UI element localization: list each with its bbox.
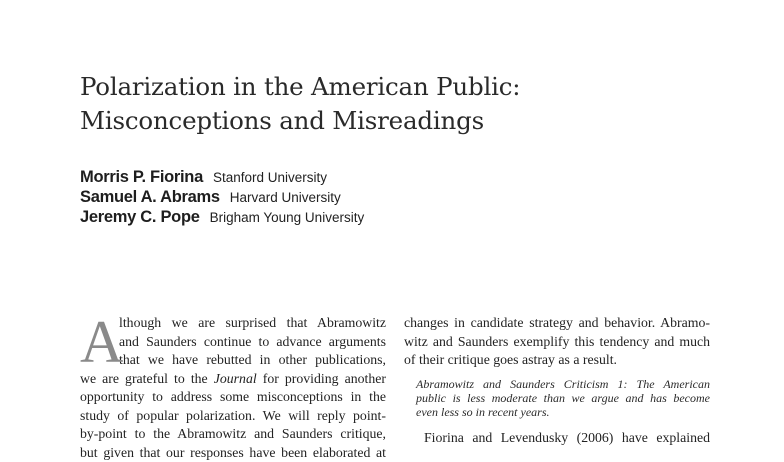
author-entry — [80, 168, 364, 188]
body-line: opportunity to address some misconceptions in the — [80, 388, 386, 407]
body-line: by-point to the Abramowitz and Saunders critique, — [80, 425, 386, 444]
author-name: Morris P. Fiorina — [80, 168, 203, 187]
drop-cap: A — [80, 316, 123, 368]
author-list — [80, 168, 364, 228]
author-name: Jeremy C. Pope — [80, 208, 200, 227]
criticism-line: public is less moderate than we argue and has become — [416, 391, 710, 405]
journal-name: Journal — [214, 371, 257, 386]
body-line: witz and Saunders exemplify this tendency and much — [404, 333, 710, 352]
paragraph — [404, 429, 710, 448]
body-line: study of popular polarization. We will reply point- — [80, 407, 386, 426]
left-column — [80, 314, 386, 462]
author-entry — [80, 208, 364, 228]
body-line: but given that our responses have been elaborated at — [80, 444, 386, 462]
author-affiliation: Brigham Young University — [210, 210, 365, 225]
criticism-heading — [416, 377, 710, 419]
body-line: changes in candidate strategy and behavior. Abramo- — [404, 314, 710, 333]
author-affiliation: Stanford University — [213, 170, 327, 185]
right-column — [404, 314, 710, 447]
body-line: and Saunders continue to advance arguments — [80, 333, 386, 352]
body-line: we are grateful to the Journal for providing another — [80, 370, 386, 389]
article-title — [80, 70, 520, 138]
body-line: of their critique goes astray as a result. — [404, 351, 710, 370]
title-line-1: Polarization in the American Public: — [80, 70, 520, 104]
author-affiliation: Harvard University — [230, 190, 341, 205]
body-line: lthough we are surprised that Abramowitz — [80, 314, 386, 333]
body-line: that we have rebutted in other publications, — [80, 351, 386, 370]
criticism-line: Abramowitz and Saunders Criticism 1: The American — [416, 377, 710, 391]
body-line: Fiorina and Levendusky (2006) have explained — [404, 429, 710, 448]
author-entry — [80, 188, 364, 208]
criticism-line: even less so in recent years. — [416, 405, 710, 419]
author-name: Samuel A. Abrams — [80, 188, 220, 207]
title-line-2: Misconceptions and Misreadings — [80, 104, 520, 138]
